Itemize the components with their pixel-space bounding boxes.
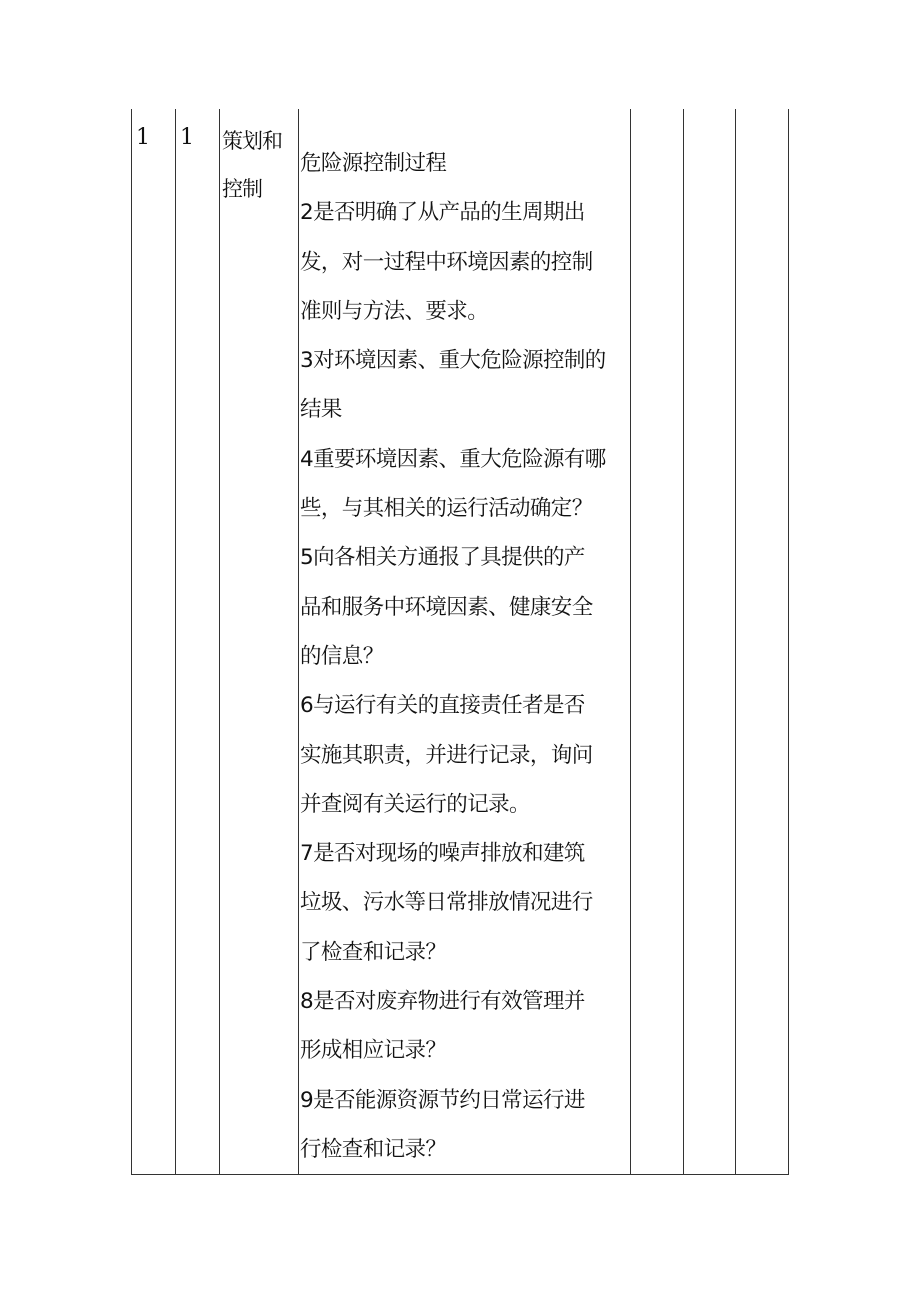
content-line: 了检查和记录？ bbox=[300, 939, 447, 965]
row-number-cell bbox=[132, 109, 176, 1175]
content-line: 危险源控制过程 bbox=[300, 151, 447, 176]
content-line: 垃圾、污水等日常排放情况进行 bbox=[300, 890, 593, 916]
empty-cell bbox=[736, 109, 789, 1175]
content-line: 品和服务中环境因素、健康安全 bbox=[300, 594, 593, 620]
clause-cell bbox=[220, 109, 299, 1175]
row-number: 1 bbox=[136, 125, 150, 150]
content-line: 7是否对现场的噪声排放和建筑 bbox=[300, 841, 585, 867]
content-line: 的信息？ bbox=[300, 643, 384, 669]
content-line: 结果 bbox=[300, 397, 342, 423]
clause-line: 策划和 bbox=[222, 129, 282, 153]
content-line: 2是否明确了从产品的生周期出 bbox=[300, 200, 585, 226]
content-line: 5向各相关方通报了具提供的产 bbox=[300, 545, 585, 571]
clause-line: 控制 bbox=[222, 177, 262, 201]
content-line: 8是否对废弃物进行有效管理并 bbox=[300, 989, 585, 1015]
content-line: 发，对一过程中环境因素的控制 bbox=[300, 249, 593, 275]
content-line: 些，与其相关的运行活动确定？ bbox=[300, 496, 593, 522]
content-line: 行检查和记录？ bbox=[300, 1136, 447, 1162]
clause-text bbox=[220, 109, 298, 213]
content-cell bbox=[299, 109, 631, 1175]
content-line: 3对环境因素、重大危险源控制的 bbox=[300, 348, 606, 374]
empty-cell bbox=[684, 109, 736, 1175]
content-line: 实施其职责，并进行记录，询问 bbox=[300, 742, 593, 768]
table-row bbox=[132, 109, 789, 1175]
content-line: 准则与方法、要求。 bbox=[300, 298, 489, 324]
audit-checklist-table bbox=[131, 109, 789, 1175]
content-line: 并查阅有关运行的记录。 bbox=[300, 791, 530, 817]
checklist-content bbox=[299, 109, 630, 1174]
content-line: 9是否能源资源节约日常运行进 bbox=[300, 1087, 585, 1113]
content-line: 4重要环境因素、重大危险源有哪 bbox=[300, 446, 606, 472]
content-line: 6与运行有关的直接责任者是否 bbox=[300, 693, 585, 719]
empty-cell bbox=[631, 109, 684, 1175]
sub-number-cell bbox=[176, 109, 220, 1175]
sub-number: 1 bbox=[180, 125, 194, 150]
content-line: 形成相应记录？ bbox=[300, 1038, 447, 1064]
